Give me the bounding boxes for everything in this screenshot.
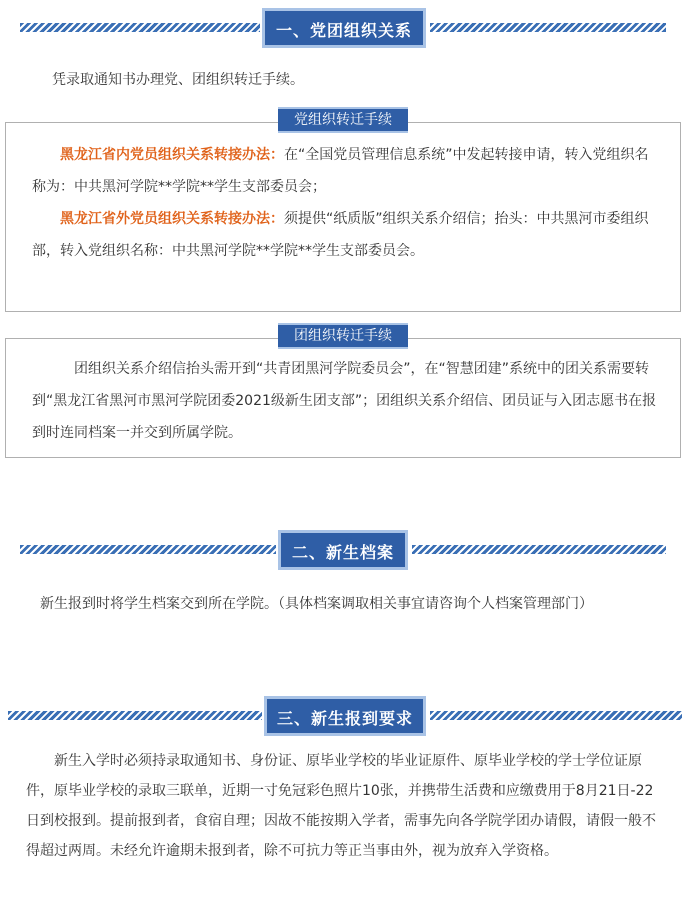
header-stripe-left	[8, 711, 262, 720]
section-title-party-league: 一、党团组织关系	[262, 8, 426, 48]
party-league-intro: 凭录取通知书办理党、团组织转迁手续。	[52, 72, 304, 88]
registration-requirements-text: 新生入学时必须持录取通知书、身份证、原毕业学校的毕业证原件、原毕业学校的学士学位证原件，原毕业学校的录取三联单，近期一寸免冠彩色照片10张，并携带生活费和应缴费用于8月21日-22日到校报到。提前报到者，食宿自理；因故不能按期入学者，需事先向各学院学团办请假，请假一般不得超过两周。未经允许逾期未报到者，除不可抗力等正当事由外，视为放弃入学资格。	[26, 753, 656, 859]
section-header-registration	[0, 696, 686, 736]
party-transfer-content	[32, 139, 662, 267]
party-transfer-badge: 党组织转迁手续	[278, 107, 408, 133]
header-stripe-right	[430, 23, 666, 32]
section-title-student-files: 二、新生档案	[278, 530, 408, 570]
party-in-province-text: 在“全国党员管理信息系统”中发起转接申请，转入党组织名称为：中共黑河学院**学院**学生支部委员会；	[32, 147, 649, 195]
party-in-province-paragraph	[32, 139, 662, 203]
header-stripe-right	[430, 711, 682, 720]
party-transfer-box	[5, 122, 681, 312]
party-out-province-label: 黑龙江省外党员组织关系转接办法：	[60, 211, 284, 227]
section-title-registration: 三、新生报到要求	[264, 696, 426, 736]
party-out-province-paragraph	[32, 203, 662, 267]
header-stripe-right	[412, 545, 666, 554]
league-transfer-text: 团组织关系介绍信抬头需开到“共青团黑河学院委员会”，在“智慧团建”系统中的团关系需要转到“黑龙江省黑河市黑河学院团委2021级新生团支部”；团组织关系介绍信、团员证与入团志愿书在报到时连同档案一并交到所属学院。	[32, 361, 657, 441]
party-out-province-text: 须提供“纸质版”组织关系介绍信；抬头：中共黑河市委组织部，转入党组织名称：中共黑河学院**学院**学生支部委员会。	[32, 211, 649, 259]
section-header-party-league	[0, 8, 686, 48]
header-stripe-left	[20, 23, 260, 32]
student-files-text: 新生报到时将学生档案交到所在学院。（具体档案调取相关事宜请咨询个人档案管理部门）	[40, 596, 593, 612]
league-transfer-badge: 团组织转迁手续	[278, 323, 408, 349]
header-stripe-left	[20, 545, 276, 554]
party-in-province-label: 黑龙江省内党员组织关系转接办法：	[60, 147, 284, 163]
section-header-student-files	[0, 530, 686, 570]
league-transfer-box	[5, 338, 681, 458]
